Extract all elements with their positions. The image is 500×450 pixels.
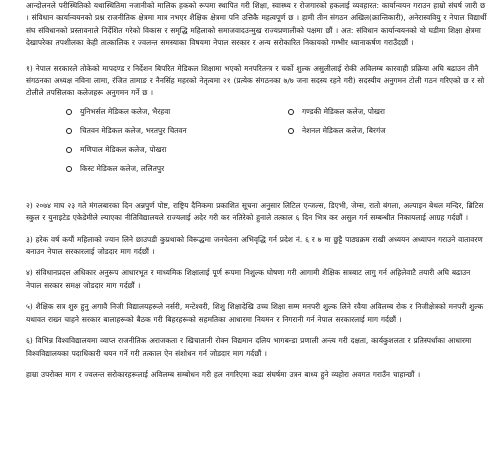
demand-2-paragraph: २) २०७४ माघ २३ गते मंगलबारका दिन अन्नपुर्ण पोष्ट, राष्ट्रिय दैनिकमा प्रकाशित सूचना अनुसार लिटिल एन्जल्स, डिएभी, जेम्स, रातो बंगला, अल्पाइन बेथल मन्दिर, ब्रिटिस स्कुल र युनाइटेड एकेडेमीले ल्याएका नीतिविद्यालयले राज्यलाई अदेर गरी कर नतिरेको हुनाले तत्काल ६ दिन भित्र कर असुल गर्न सम्बन्धीत निकायलाई आग्रह गर्दछौं । <box>26 200 484 223</box>
bullet-icon <box>288 109 294 115</box>
college-name: युनिभर्सल मेडिकल कलेज, भैरहवा <box>80 106 171 116</box>
college-name: नेशनल मेडिकल कलेज, बिरगंज <box>302 125 386 135</box>
list-item <box>288 125 386 137</box>
list-item <box>66 106 170 118</box>
list-item <box>66 144 166 156</box>
demand-4-paragraph: ४) संविधानप्रदत्त अधिकार अनुरूप आधारभूत र माध्यमिक शिक्षालाई पूर्ण रूपमा निशुल्क घोषणा गरी आगामी शैक्षिक सत्रबाट लागु गर्न अहिलेवाटै तयारी अघि बढाउन नेपाल सरकार समक्ष जोडदार माग गर्दछौं । <box>26 268 471 290</box>
demand-5-paragraph: ५) शैक्षिक सत्र शुरु हुनु अगावै निजी विद्यालयहरूले नर्सरी, मन्टेश्वरी, शिशु शिक्षादेखि उच्च शिक्षा सम्म मनपरी शुल्क लिने रवैया अविलम्ब रोक र निजीक्षेत्रको मनपरी शुल्क यथावत राख्न चाहने सरकार बालाहरूको बैठक गरी बिहरहरूको सहमतिका आधारमा नियमन र निगरानी गर्न नेपाल सरकारलाई माग गर्दछौं । <box>26 302 484 324</box>
demand-3-paragraph: ३) हरेक वर्ष कयौं महिलाको ज्यान लिने छाउपडी कुप्रथाको विरूद्धमा जनचेतना अभिवृद्धि गर्न प्रदेश नं. ६ र ७ मा छुट्टै पाठ्यक्रम राखी अध्ययन अध्यापन गराउने वातावरण बनाउन नेपाल सरकारलाई जोडदार माग गर्दछौं । <box>26 234 483 257</box>
intro-paragraph: आन्दोलनले परीस्थितिको यथास्थितिमा नजानीको मालिक हकको रूपमा स्थापित गरी शिक्षा, स्वास्थ्य र रोजगारको हकलाई व्यवहारत: कार्यान्वयन गराउन हाम्रो संघर्ष जारी छ । संविधान कार्यान्वयनको प्रश्न राजनीतिक क्षेत्रमा मात्र नभएर शैक्षिक क्षेत्रमा पनि उत्तिकै महत्वपूर्ण छ । हामी तीन संगठन अखिल(क्रान्तिकारी), अनेरास्ववियु र नेपाल विद्यार्थी संघ संविधानको प्रस्तावनाले निर्देशित गरेको विकास र समृद्धि महिलाको समाजवादउन्मुख राज्यप्रणालीको पक्षमा छौं । अत: संविधान कार्यान्वयनको यो घडीमा शिक्षा क्षेत्रमा देखापरेका तपशीलका केही तात्कालिक र ज्वलन्त समस्याका विषयमा नेपाल सरकार र अन्य सरोकारित निकायको गम्भीर ध्यानाकर्षण गराउँदछौं । <box>26 1 487 48</box>
bullet-icon <box>66 128 72 134</box>
bullet-icon <box>66 109 72 115</box>
college-name: चितवन मेडिकल कलेज, भरतपुर चितवन <box>80 125 187 135</box>
bullet-icon <box>66 166 72 172</box>
bullet-icon <box>288 128 294 134</box>
college-name: किस्ट मेडिकल कलेज, ललितपुर <box>80 163 165 173</box>
college-list <box>26 104 488 200</box>
list-item <box>66 125 187 137</box>
college-name: मणिपाल मेडिकल कलेज, पोखरा <box>80 144 167 154</box>
closing-paragraph: हाम्रा उपरोक्त माग र ज्वलन्त सरोकारहरूलाई अविलम्ब सम्बोधन गरी हल नगरिएमा कडा संघर्षमा उत्रन बाध्य हुने व्यहोरा अवगत गराउँन चाहान्छौं । <box>26 369 421 379</box>
bullet-icon <box>66 147 72 153</box>
list-item <box>66 163 164 175</box>
demand-1-paragraph: १) नेपाल सरकारले तोकेको मापदण्ड र निर्देशन बिपरित मेडिकल शिक्षामा भएको मनपरितन्त्र र चर्को शुल्क असुलीलाई रोकी अविलम्ब कारवाही प्रक्रिया अघि बढाउन तीनै संगठनका अध्यक्ष नविना लामा, रंजित तामाङ र नैनसिंह महरको नेतृत्वमा २१ (प्रत्येक संगठनका ७/७ जना सदस्य रहने गरी) सदस्यीय अनुगमन टोली गठन गरिएको छ र सो टोलीले तपसिलका कलेजहरू अनुगमन गर्ने छ । <box>26 63 485 98</box>
list-item <box>288 106 385 118</box>
college-name: गण्डकी मेडिकल कलेज, पोखरा <box>302 106 385 116</box>
demand-6-paragraph: ६) विभिन्न विश्वविद्यालयमा व्याप्त राजनीतिक अराजकता र खिचातानी रोक्न विद्यमान दलिय भागबन्डा प्रणाली अन्त्य गरी दक्षता, कार्यकुशलता र प्रतिस्पर्धाका आधारमा विश्वविद्यालयका पदाधिकारी चयन गर्ने गरी तत्काल ऐन संशोधन गर्न जोडदार माग गर्दछौं । <box>26 336 472 358</box>
